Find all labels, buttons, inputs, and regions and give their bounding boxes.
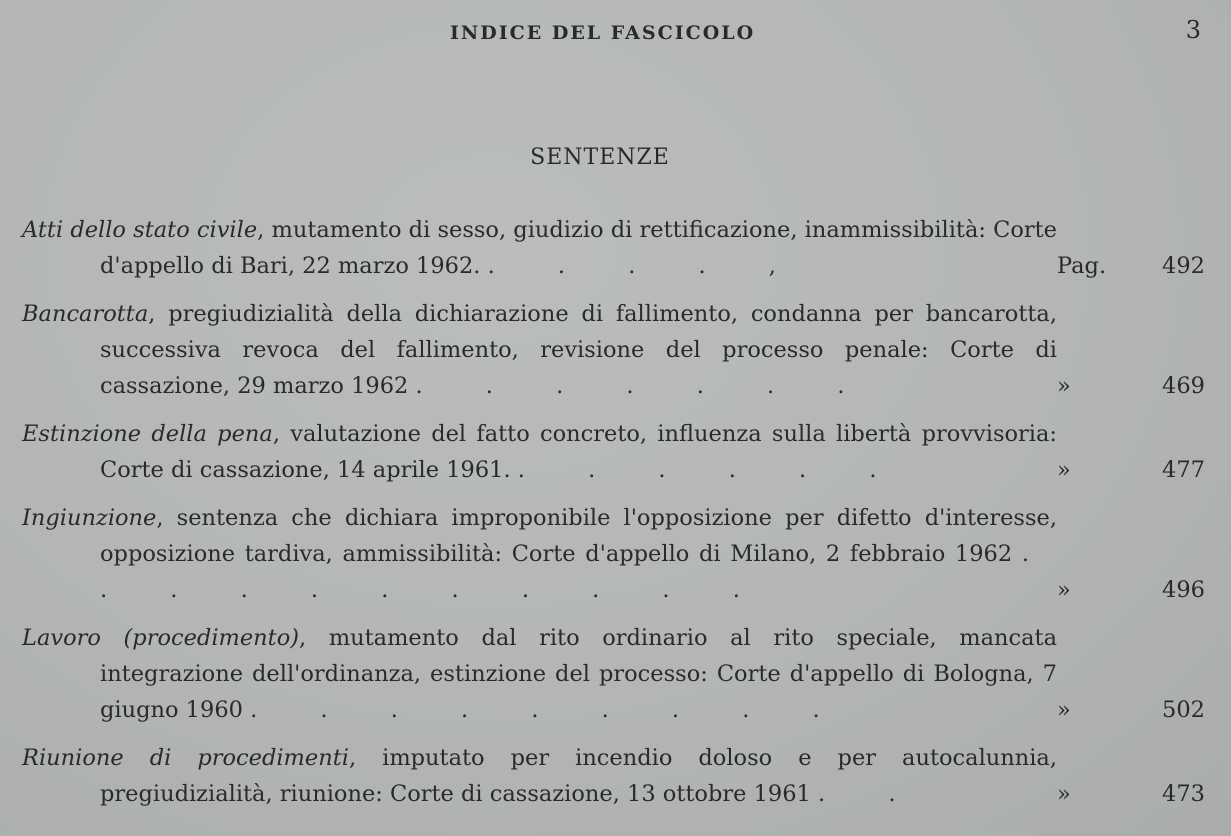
entry-page-number: 469 (1162, 373, 1205, 399)
entry-subject: Lavoro (procedimento) (22, 625, 300, 651)
index-list (0, 212, 1231, 824)
entry-page-number: 473 (1162, 781, 1205, 807)
index-entry (0, 296, 1231, 404)
entry-page-ref (1057, 248, 1205, 284)
entry-page-ref (1057, 368, 1205, 404)
page-label: Pag. (1057, 253, 1107, 279)
ditto-mark: » (1057, 781, 1071, 807)
entry-description: , sentenza che dichiara improponibile l'opposizione per difetto d'interesse, opposizione tardiva, ammissibilità: Corte d'appello di Milano, 2 febbraio 1962 (100, 505, 1057, 567)
dot-leaders: . . . . . . (517, 457, 905, 483)
entry-subject: Ingiunzione (22, 505, 157, 531)
entry-page-number: 496 (1162, 577, 1205, 603)
entry-page-ref (1057, 572, 1205, 608)
entry-description: , valutazione del fatto concreto, influenza sulla libertà provvisoria: Corte di cassazione, 14 aprile 1961. (100, 421, 1057, 483)
entry-subject: Atti dello stato civile (22, 217, 258, 243)
ditto-mark: » (1057, 373, 1071, 399)
entry-text (22, 620, 1057, 728)
index-entry (0, 620, 1231, 728)
running-head: INDICE DEL FASCICOLO (450, 22, 756, 44)
index-entry (0, 212, 1231, 284)
entry-text (22, 212, 1057, 284)
dot-leaders: . . . . . . . . . . . (100, 541, 1058, 603)
dot-leaders: . . . . . . . . . (250, 697, 848, 723)
ditto-mark: » (1057, 457, 1071, 483)
ditto-mark: » (1057, 697, 1071, 723)
entry-text (22, 416, 1057, 488)
dot-leaders: . . . . , (487, 253, 804, 279)
entry-page-ref (1057, 776, 1205, 812)
page-number: 3 (1185, 16, 1201, 44)
entry-page-number: 477 (1162, 457, 1205, 483)
index-entry (0, 740, 1231, 812)
entry-text (22, 500, 1057, 608)
entry-subject: Bancarotta (22, 301, 149, 327)
entry-text (22, 296, 1057, 404)
index-entry (0, 500, 1231, 608)
entry-subject: Riunione di procedimenti (22, 745, 349, 771)
index-entry (0, 416, 1231, 488)
dot-leaders: . . . . . . . (415, 373, 873, 399)
dot-leaders: . . (818, 781, 924, 807)
entry-description: , mutamento di sesso, giudizio di rettificazione, inammissibilità: Corte d'appello di Bari, 22 marzo 1962. (100, 217, 1058, 279)
entry-page-ref (1057, 692, 1205, 728)
entry-description: , pregiudizialità della dichiarazione di fallimento, condanna per bancarotta, successiva revoca del fallimento, revisione del processo penale: Corte di cassazione, 29 marzo 1962 (100, 301, 1057, 399)
section-title: SENTENZE (530, 145, 670, 170)
entry-subject: Estinzione della pena (22, 421, 273, 447)
entry-page-ref (1057, 452, 1205, 488)
entry-page-number: 492 (1162, 253, 1205, 279)
entry-description: , mutamento dal rito ordinario al rito speciale, mancata integrazione dell'ordinanza, estinzione del processo: Corte d'appello di Bologna, 7 giugno 1960 (100, 625, 1057, 723)
ditto-mark: » (1057, 577, 1071, 603)
entry-page-number: 502 (1162, 697, 1205, 723)
entry-text (22, 740, 1057, 812)
entry-description: , imputato per incendio doloso e per autocalunnia, pregiudizialità, riunione: Corte di cassazione, 13 ottobre 1961 (100, 745, 1058, 807)
